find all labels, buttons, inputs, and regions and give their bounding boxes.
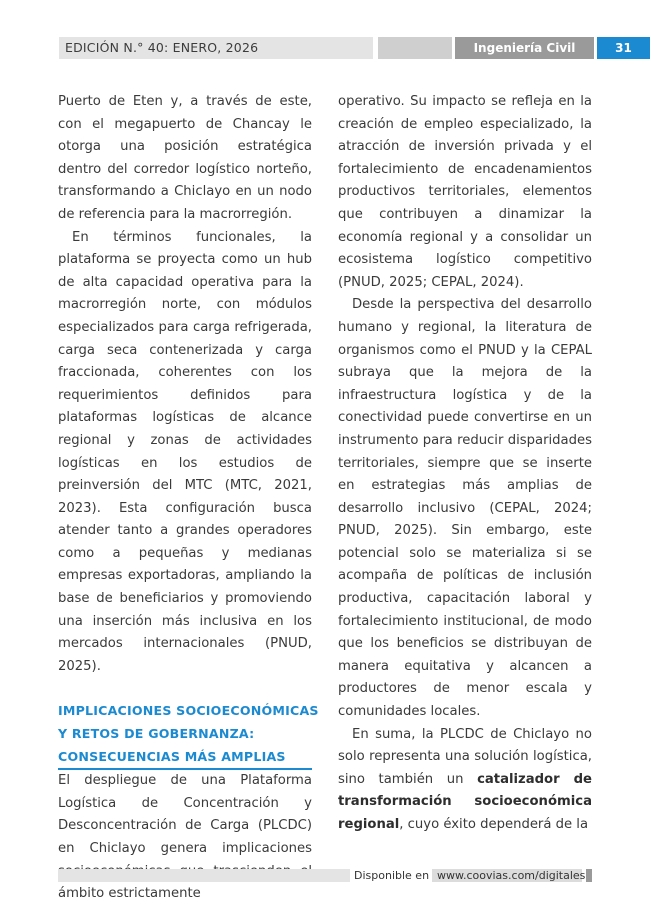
footer-url-link[interactable]: www.coovias.com/digitales xyxy=(437,869,586,882)
emphasis-text: catalizador de transformación socioeconómica regional xyxy=(338,771,592,832)
edition-label: EDICIÓN N.° 40: ENERO, 2026 xyxy=(65,40,259,55)
header-divider-block xyxy=(378,37,452,59)
paragraph-text: En suma, la PLCDC de Chiclayo no solo representa una solución logística, sino también un xyxy=(338,726,592,787)
paragraph: Puerto de Eten y, a través de este, con el megapuerto de Chancay le otorga una posición estratégica dentro del corredor logístico norteño, transformando a Chiclayo en un nodo de referencia para la macrorregión. xyxy=(58,94,312,222)
paragraph: operativo. Su impacto se refleja en la creación de empleo especializado, la atracción de inversión privada y el fortalecimiento de encadenamientos productivos territoriales, elementos que contribuyen a dinamizar la economía regional y a consolidar un ecosistema logístico competitivo (PNUD, 2025; CEPAL, 2024). xyxy=(338,94,592,290)
section-heading xyxy=(58,700,319,770)
section-heading-line: CONSECUENCIAS MÁS AMPLIAS xyxy=(58,746,312,771)
paragraph: En términos funcionales, la plataforma se proyecta como un hub de alta capacidad operativa para la macrorregión norte, con módulos especializados para carga refrigerada, carga seca contenerizada y carga fraccionada, coherentes con los requerimientos definidos para plataformas logísticas de alcance regional y zonas de actividades logísticas en los estudios de preinversión del MTC (MTC, 2021, 2023). Esta configuración busca atender tanto a grandes operadores como a pequeñas y medianas empresas exportadoras, ampliando la base de beneficiarios y promoviendo una inserción más inclusiva en los mercados internacionales (PNUD, 2025). xyxy=(58,229,312,674)
section-label: Ingeniería Civil xyxy=(455,37,594,59)
paragraph: Desde la perspectiva del desarrollo humano y regional, la literatura de organismos como el PNUD y la CEPAL subraya que la mejora de la infraestructura logística y de la conectividad puede convertirse en un instrumento para reducir disparidades territoriales, siempre que se inserte en estrategias más amplias de desarrollo inclusivo (CEPAL, 2024; PNUD, 2025). Sin embargo, este potencial solo se materializa si se acompaña de políticas de inclusión productiva, capacitación laboral y fortalecimiento institucional, de modo que los beneficios se distribuyan de manera equitativa y alcancen a productores de menor escala y comunidades locales. xyxy=(338,297,592,720)
section-heading-line: IMPLICACIONES SOCIOECONÓMICAS xyxy=(58,703,319,719)
paragraph: El despliegue de una Plataforma Logística de Concentración y Desconcentración de Carga (PLCDC) en Chiclayo genera implicaciones ámbito estrictamente xyxy=(58,773,312,902)
section-heading-line: Y RETOS DE GOBERNANZA: xyxy=(58,726,255,742)
footer-end-block xyxy=(586,869,592,882)
right-column xyxy=(338,91,592,837)
footer-available-label: Disponible en xyxy=(354,869,430,882)
footer-bar xyxy=(58,869,350,882)
paragraph xyxy=(338,724,592,837)
left-column xyxy=(58,91,319,904)
paragraph-text: , cuyo éxito dependerá de la xyxy=(399,817,589,832)
page-number: 31 xyxy=(597,37,650,59)
